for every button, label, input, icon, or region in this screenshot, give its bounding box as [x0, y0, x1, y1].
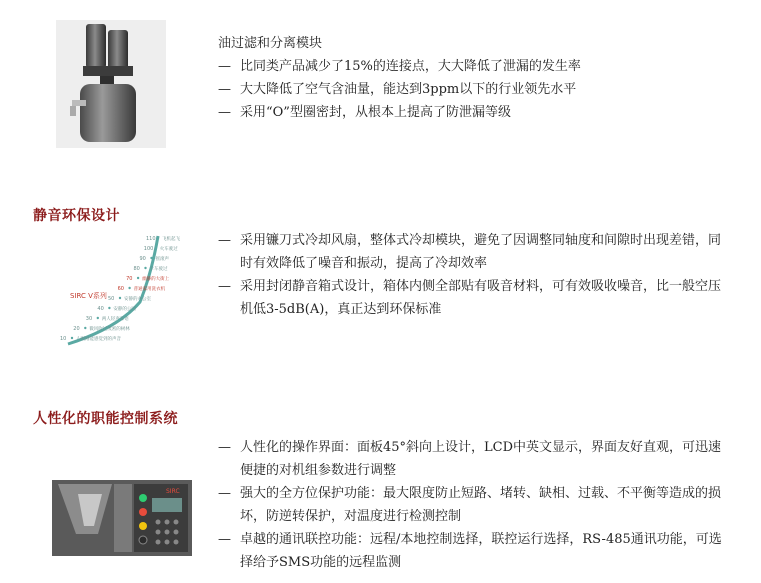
noise-point	[84, 327, 86, 329]
oil-filter-heading: 油过滤和分离模块	[218, 36, 323, 51]
list-item	[218, 78, 738, 101]
feature-text: 人性化的操作界面：面板45°斜向上设计，LCD中英文显示，界面友好直观，可迅速便捷的对机组参数进行调整	[240, 440, 722, 478]
noise-tick-label: 40	[97, 306, 104, 312]
list-item	[218, 55, 738, 78]
dash-bullet: —	[218, 440, 231, 455]
feature-text: 强大的全方位保护功能：最大限度防止短路、堵转、缺相、过载、不平衡等造成的损坏，防逆转保护，对温度进行检测控制	[240, 486, 722, 524]
noise-point	[119, 297, 121, 299]
oil-filter-module-image	[56, 20, 166, 148]
noise-point	[144, 267, 146, 269]
noise-ticks	[60, 235, 180, 342]
noise-source-label: 摇滚声	[155, 257, 169, 262]
noise-point	[97, 317, 99, 319]
feature-text: 卓越的通讯联控功能：远程/本地控制选择，联控运行选择，RS-485通讯功能，可选择给予SMS功能的远程监测	[240, 532, 722, 570]
dash-bullet: —	[218, 105, 231, 120]
oil-filter-feature-list	[218, 55, 738, 124]
noise-tick-label: 70	[126, 276, 133, 282]
list-item	[218, 275, 728, 321]
noise-source-label: 普通家用洗衣机	[133, 287, 166, 292]
silent-design-feature-block	[218, 229, 728, 321]
noise-tick-label: 30	[85, 316, 93, 322]
noise-source-label: 人刚刚能感觉到的声音	[76, 337, 121, 342]
list-item	[218, 101, 738, 124]
control-system-feature-list	[218, 436, 728, 574]
dash-bullet: —	[218, 279, 231, 294]
noise-source-label: 卡车驶过	[149, 267, 168, 272]
stop-button-icon	[139, 508, 147, 516]
noise-source-label: 幽静的大街上	[142, 277, 170, 282]
control-system-feature-block	[218, 436, 728, 574]
noise-point	[137, 277, 139, 279]
dash-bullet: —	[218, 82, 231, 97]
noise-point	[128, 287, 130, 289]
dash-bullet: —	[218, 486, 231, 501]
feature-text: 采用“O”型圈密封，从根本上提高了防泄漏等级	[240, 105, 511, 120]
noise-source-label: 两人轻声耳语	[101, 317, 129, 322]
dash-bullet: —	[218, 532, 231, 547]
noise-level-chart	[58, 232, 208, 350]
noise-source-label: 安静的办公室	[124, 297, 151, 302]
dash-bullet: —	[218, 59, 231, 74]
feature-text: 采用镰刀式冷却风扇，整体式冷却模块，避免了因调整同轴度和间隙时出现差错，同时有效降低了噪音和振动，提高了冷却效率	[240, 233, 722, 271]
control-panel-image	[52, 480, 192, 556]
warning-button-icon	[139, 522, 147, 530]
noise-tick-label: 90	[139, 256, 146, 262]
noise-tick-label: 110	[146, 236, 156, 242]
noise-point	[108, 307, 110, 309]
noise-source-label: 飞机起飞	[162, 237, 180, 242]
oil-filter-feature-block	[218, 32, 738, 124]
noise-point	[155, 247, 157, 249]
noise-source-label: 微风吹过茂密的树林	[89, 327, 130, 332]
noise-point	[157, 237, 159, 239]
noise-source-label: 火车驶过	[159, 247, 178, 252]
noise-source-label: 安静的公园	[113, 307, 136, 312]
dash-bullet: —	[218, 233, 231, 248]
noise-point	[71, 337, 73, 339]
noise-tick-label: 60	[117, 286, 124, 292]
noise-tick-label: 50	[108, 296, 115, 302]
list-item	[218, 436, 728, 482]
silent-design-title: 静音环保设计	[33, 208, 120, 224]
feature-text: 大大降低了空气含油量，能达到3ppm以下的行业领先水平	[240, 82, 577, 97]
noise-tick-label: 10	[60, 336, 67, 342]
start-button-icon	[139, 494, 147, 502]
noise-tick-label: 20	[73, 326, 80, 332]
noise-point	[150, 257, 152, 259]
list-item	[218, 229, 728, 275]
reset-button-icon	[139, 536, 147, 544]
series-label: SIRC V系列	[70, 292, 107, 300]
list-item	[218, 482, 728, 528]
panel-brand: SIRC	[166, 488, 180, 495]
noise-tick-label: 100	[143, 246, 154, 252]
lcd-screen	[152, 498, 182, 512]
feature-text: 比同类产品减少了15%的连接点，大大降低了泄漏的发生率	[240, 59, 581, 74]
feature-text: 采用封闭静音箱式设计，箱体内侧全部贴有吸音材料，可有效吸收噪音，比一般空压机低3-5dB(A)，真正达到环保标准	[240, 279, 722, 317]
noise-tick-label: 80	[133, 266, 140, 272]
silent-design-feature-list	[218, 229, 728, 321]
list-item	[218, 528, 728, 574]
control-system-title: 人性化的职能控制系统	[33, 411, 178, 427]
